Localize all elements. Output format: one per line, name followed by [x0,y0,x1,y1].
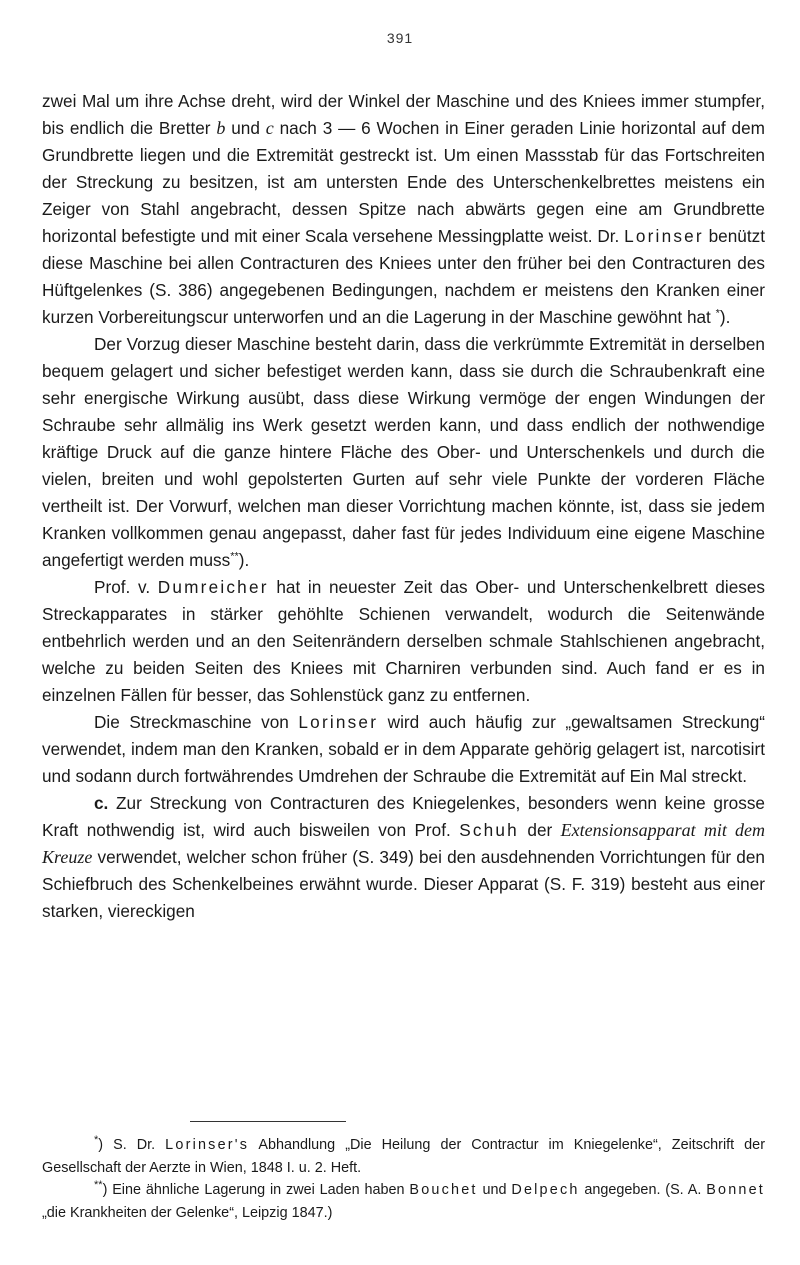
author-name: Lorinser [624,226,704,246]
footnote-mark: * [94,1134,99,1147]
footnote-divider [190,1121,346,1122]
author-name: Delpech [511,1182,580,1198]
text-run: und [477,1182,512,1198]
author-name: Bouchet [409,1182,478,1198]
text-run: verwendet, welcher schon früher (S. 349) bei den ausdehnenden Vorrichtungen für den Schiefbruch des Schenkelbeines erwähnt wurde. Dieser Apparat (S. F. 319) besteht aus einer starken, viereckigen [42,847,765,921]
variable-c: c [265,118,274,138]
page-number: 391 [386,30,414,46]
author-name: Lorinser's [165,1137,250,1153]
apparatus-name: Extensionsapparat mit dem Kreuze [42,820,765,867]
text-run: Abhandlung „Die Heilung der Contractur im Kniegelenke“, Zeitschrift der Gesellschaft der Aerzte in Wien, 1848 I. u. 2. Heft. [42,1137,765,1176]
author-name: Bonnet [706,1182,765,1198]
paragraph-2 [42,331,765,574]
text-run: Die Streckmaschine von [94,712,299,732]
author-name: Lorinser [298,712,379,732]
main-text [42,88,765,925]
footnotes [42,1134,765,1224]
footnote-mark: ** [94,1179,103,1192]
paragraph-1 [42,88,765,331]
text-run: benützt diese Maschine bei allen Contracturen des Kniees unter den früher bei den Contracturen des Hüftgelenkes (S. 386) angegebenen Bedingungen, nachdem er meistens den Kranken einer kurzen Vorbereitungscur unterworfen und an die Lagerung in der Maschine gewöhnt hat [42,226,765,327]
text-run: „die Krankheiten der Gelenke“, Leipzig 1847.) [42,1204,333,1221]
paragraph-4 [42,709,765,790]
author-name: Dumreicher [157,577,269,597]
text-run: der [518,820,561,840]
footnote-ref-2[interactable]: ** [230,550,239,563]
variable-b: b [216,118,226,138]
text-run: nach 3 — 6 Wochen in Einer geraden Linie horizontal auf dem Grundbrette liegen und die Extremität gestreckt ist. Um einen Massstab für das Fortschreiten der Streckung zu besitzen, ist am untersten Ende des Unterschenkelbrettes meistens ein Zeiger von Stahl angebracht, dessen Spitze nach abwärts gegen eine am Grundbrette horizontal befestigte und mit einer Scala versehene Messingplatte weist. Dr. [42,118,765,246]
text-run: angegeben. (S. A. [579,1182,707,1198]
author-name: Schuh [459,820,519,840]
paragraph-5 [42,790,765,925]
section-letter: c. [94,793,109,813]
text-run: hat in neuester Zeit das Ober- und Unterschenkelbrett dieses Streckapparates in stärker gehöhlte Schienen verwandelt, wodurch die Seitenwände entbehrlich werden und an den Seitenrändern derselben schmale Stahlschienen angebracht, welche zu beiden Seiten des Kniees mit Charniren verbunden sind. Auch fand er es in einzelnen Fällen für besser, das Sohlenstück ganz zu entfernen. [42,577,765,705]
text-run: Der Vorzug dieser Maschine besteht darin, dass die verkrümmte Extremität in derselben bequem gelagert und sicher befestiget werden kann, dass sie durch die Schraubenkraft eine sehr energische Wirkung ausübt, dass diese Wirkung vermöge der engen Windungen der Schraube sehr allmälig ins Werk gesetzt werden kann, und dass endlich der nothwendige kräftige Druck auf die ganze hintere Fläche des Ober- und Unterschenkels und durch die vielen, breiten und wohl gepolsterten Gurten auf sehr viele Punkte der vorderen Fläche vertheilt ist. Der Vorwurf, welchen man dieser Vorrichtung machen könnte, ist, dass sie jedem Kranken vollkommen genau angepasst, daher fast für jedes Individuum eine eigene Maschine angefertigt werden muss [42,334,765,570]
footnote-ref-1[interactable]: * [715,307,720,320]
text-run: und [225,118,266,138]
paragraph-3 [42,574,765,709]
text-run: Prof. v. [94,577,158,597]
text-run: zwei Mal um ihre Achse dreht, wird der Winkel der Maschine und des Kniees immer stumpfer, bis endlich die Bretter [42,91,765,138]
text-run: ). [719,307,731,327]
text-run: ) S. Dr. [98,1137,166,1153]
text-run: ). [238,550,250,570]
footnote-1 [42,1134,765,1179]
text-run: Zur Streckung von Contracturen des Kniegelenkes, besonders wenn keine grosse Kraft nothwendig ist, wird auch bisweilen von Prof. [42,793,765,840]
text-run: wird auch häufig zur „gewaltsamen Streckung“ verwendet, indem man den Kranken, sobald er in dem Apparate gehörig gelagert ist, narcotisirt und sodann durch fortwährendes Umdrehen der Schraube die Extremität auf Ein Mal streckt. [42,712,765,786]
footnote-2 [42,1179,765,1224]
text-run: ) Eine ähnliche Lagerung in zwei Laden haben [102,1182,410,1198]
